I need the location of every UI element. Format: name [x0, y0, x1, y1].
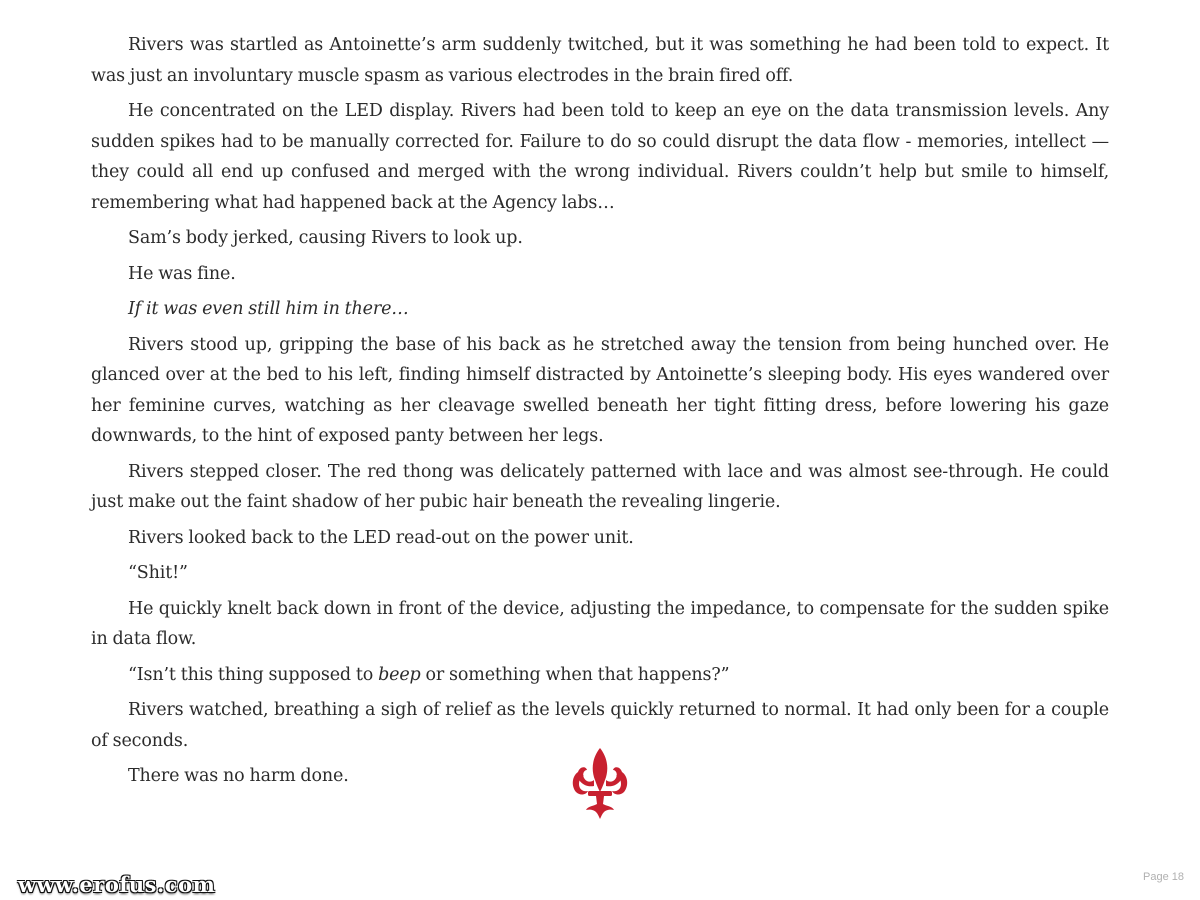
page-number: Page 18 [1143, 871, 1184, 883]
paragraph-italic-thought: If it was even still him in there… [128, 299, 409, 319]
paragraph: He quickly knelt back down in front of the device, adjusting the impedance, to compensate for the sudden spike in data flow. [91, 598, 1109, 649]
paragraph: Rivers watched, breathing a sigh of relief as the levels quickly returned to normal. It had only been for a couple of seconds. [91, 700, 1109, 751]
paragraph: “Shit!” [128, 563, 188, 583]
paragraph: He was fine. [128, 263, 236, 284]
paragraph: “Isn’t this thing supposed to beep or something when that happens?” [128, 664, 730, 685]
emphasis-beep: beep [378, 664, 421, 685]
paragraph: Sam’s body jerked, causing Rivers to look up. [128, 228, 523, 248]
fleur-de-lis-icon [570, 746, 630, 820]
paragraph: He concentrated on the LED display. Rivers had been told to keep an eye on the data transmission levels. Any sudden spikes had to be manually corrected for. Failure to do so could disrupt the data flow - memories, intellect — they could all end up confused and merged with the wrong individual. Rivers couldn’t help but smile to himself, remembering what had happened back at the Agency labs… [91, 101, 1109, 213]
document-body [91, 30, 1109, 797]
site-watermark: www.erofus.com [18, 872, 216, 897]
paragraph: Rivers was startled as Antoinette’s arm suddenly twitched, but it was something he had been told to expect. It was just an involuntary muscle spasm as various electrodes in the brain fired off. [91, 35, 1109, 86]
paragraph: There was no harm done. [128, 766, 349, 786]
paragraph: Rivers stood up, gripping the base of his back as he stretched away the tension from being hunched over. He glanced over at the bed to his left, finding himself distracted by Antoinette’s sleeping body. His eyes wandered over her feminine curves, watching as her cleavage swelled beneath her tight fitting dress, before lowering his gaze downwards, to the hint of exposed panty between her legs. [91, 334, 1109, 446]
paragraph: Rivers looked back to the LED read-out on the power unit. [128, 527, 634, 548]
paragraph: Rivers stepped closer. The red thong was delicately patterned with lace and was almost see-through. He could just make out the faint shadow of her pubic hair beneath the revealing lingerie. [91, 461, 1109, 512]
